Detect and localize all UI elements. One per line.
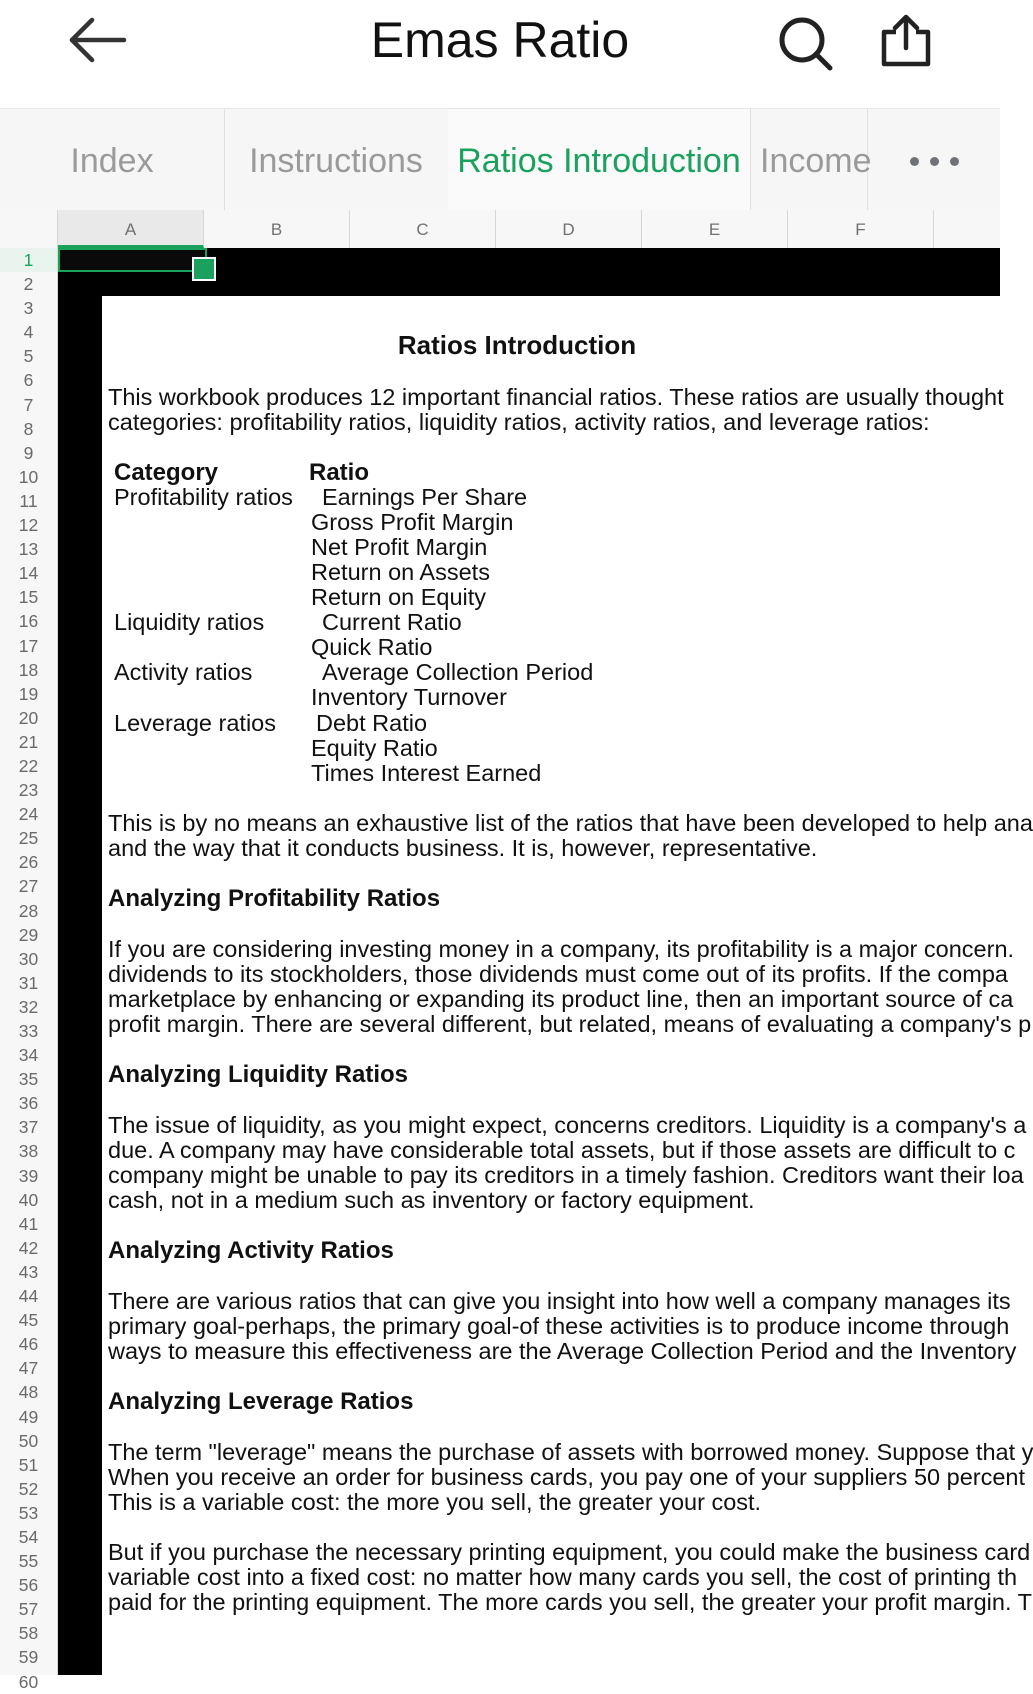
row-header-bar [0, 248, 58, 1692]
row-header-28[interactable]: 28 [18, 900, 39, 921]
column-header-b[interactable]: B [204, 210, 350, 248]
row-header-54[interactable]: 54 [18, 1526, 39, 1547]
column-header-f[interactable]: F [788, 210, 934, 248]
paragraph-line: primary goal-perhaps, the primary goal-of these activities is to produce income through [108, 1313, 1010, 1339]
ratio-item: Equity Ratio [311, 735, 438, 761]
share-button[interactable] [876, 10, 936, 70]
row-header-17[interactable]: 17 [18, 635, 39, 656]
row-header-39[interactable]: 39 [18, 1165, 39, 1186]
search-icon [774, 12, 838, 72]
tab-index[interactable]: Index [0, 109, 225, 211]
ratio-item: Quick Ratio [311, 634, 433, 660]
paragraph-line: The issue of liquidity, as you might expect, concerns creditors. Liquidity is a company's a [108, 1112, 1027, 1138]
row-header-42[interactable]: 42 [18, 1237, 39, 1258]
row-header-2[interactable]: 2 [23, 274, 34, 295]
row-header-16[interactable]: 16 [18, 611, 39, 632]
section-heading-profitability: Analyzing Profitability Ratios [108, 885, 441, 912]
row-header-25[interactable]: 25 [18, 828, 39, 849]
row-header-6[interactable]: 6 [23, 370, 34, 391]
row-header-43[interactable]: 43 [18, 1261, 39, 1282]
more-dot-icon [930, 157, 939, 166]
row-header-32[interactable]: 32 [18, 996, 39, 1017]
tab-income[interactable]: Income [750, 109, 868, 211]
tab-instructions[interactable]: Instructions [224, 109, 449, 211]
ratio-item: Net Profit Margin [311, 534, 488, 560]
category-liquidity: Liquidity ratios [114, 609, 265, 635]
row-header-29[interactable]: 29 [18, 924, 39, 945]
row-header-49[interactable]: 49 [18, 1406, 39, 1427]
row-header-23[interactable]: 23 [18, 780, 39, 801]
row-header-27[interactable]: 27 [18, 876, 39, 897]
row-header-50[interactable]: 50 [18, 1430, 39, 1451]
selected-cell-a1[interactable] [58, 248, 207, 272]
paragraph-line: ways to measure this effectiveness are the Average Collection Period and the Inventory [108, 1338, 1017, 1364]
row-header-60[interactable]: 60 [18, 1671, 39, 1692]
ratio-item: Current Ratio [322, 609, 462, 635]
row-header-33[interactable]: 33 [18, 1021, 39, 1041]
ratio-item: Average Collection Period [322, 659, 594, 685]
column-header-bar [0, 210, 1000, 249]
select-all-corner[interactable] [0, 210, 58, 248]
row-header-51[interactable]: 51 [18, 1454, 39, 1475]
share-icon [876, 10, 936, 70]
note-line: and the way that it conducts business. It is, however, representative. [108, 835, 818, 861]
ratio-item: Return on Assets [311, 559, 490, 585]
row-header-57[interactable]: 57 [18, 1599, 39, 1620]
row-header-4[interactable]: 4 [23, 322, 34, 343]
row-header-52[interactable]: 52 [18, 1478, 39, 1499]
ratio-item: Inventory Turnover [311, 684, 507, 710]
row-header-22[interactable]: 22 [18, 755, 39, 776]
paragraph-line: There are various ratios that can give you insight into how well a company manages its [108, 1288, 1011, 1314]
column-header-e[interactable]: E [642, 210, 788, 248]
text-box-content [102, 296, 1033, 1675]
more-dot-icon [910, 157, 919, 166]
row-header-5[interactable]: 5 [23, 346, 34, 367]
more-dot-icon [950, 157, 959, 166]
category-profitability: Profitability ratios [114, 484, 293, 510]
sheet-grid[interactable] [58, 248, 1033, 1675]
row-header-40[interactable]: 40 [18, 1189, 39, 1210]
row-header-20[interactable]: 20 [18, 707, 39, 728]
selection-drag-handle[interactable] [192, 257, 216, 281]
row-header-11[interactable]: 11 [19, 490, 38, 511]
search-button[interactable] [774, 12, 838, 72]
category-activity: Activity ratios [114, 659, 253, 685]
ratio-item: Earnings Per Share [322, 484, 528, 510]
paragraph-line: company might be unable to pay its creditors in a timely fashion. Creditors want their loa [108, 1162, 1024, 1188]
column-header-c[interactable]: C [350, 210, 496, 248]
row-header-58[interactable]: 58 [18, 1623, 39, 1644]
column-header-d[interactable]: D [496, 210, 642, 248]
ratio-item: Debt Ratio [316, 710, 428, 736]
row-header-35[interactable]: 35 [18, 1069, 39, 1090]
row-header-53[interactable]: 53 [18, 1502, 39, 1523]
paragraph-line: dividends to its stockholders, those dividends must come out of its profits. If the compa [108, 961, 1008, 987]
row-header-14[interactable]: 14 [18, 563, 39, 584]
row-header-7[interactable]: 7 [23, 394, 34, 415]
app-top-bar [0, 0, 1000, 108]
note-line: This is by no means an exhaustive list of the ratios that have been developed to help ana [108, 810, 1033, 836]
category-leverage: Leverage ratios [114, 710, 276, 736]
row-header-37[interactable]: 37 [18, 1117, 39, 1138]
row-header-56[interactable]: 56 [18, 1575, 39, 1596]
row-header-38[interactable]: 38 [18, 1141, 39, 1162]
row-header-18[interactable]: 18 [18, 659, 39, 680]
row-header-46[interactable]: 46 [18, 1334, 39, 1355]
row-header-48[interactable]: 48 [18, 1382, 39, 1403]
row-header-30[interactable]: 30 [18, 948, 39, 969]
row-header-9[interactable]: 9 [23, 442, 34, 463]
row-header-21[interactable]: 21 [18, 731, 39, 752]
paragraph-line: profit margin. There are several different, but related, means of evaluating a company's p [108, 1011, 1032, 1037]
paragraph-line: variable cost into a fixed cost: no matter how many cards you sell, the cost of printing th [108, 1564, 1018, 1590]
paragraph-line: If you are considering investing money in a company, its profitability is a major concern. [108, 936, 1015, 962]
row-header-15[interactable]: 15 [18, 587, 39, 608]
section-heading-leverage: Analyzing Leverage Ratios [108, 1388, 414, 1415]
row-header-3[interactable]: 3 [23, 298, 34, 319]
column-header-a[interactable]: A [58, 210, 204, 248]
back-button[interactable] [64, 10, 140, 70]
table-header-ratio: Ratio [309, 459, 369, 486]
row-header-36[interactable]: 36 [18, 1093, 39, 1114]
paragraph-line: due. A company may have considerable total assets, but if those assets are difficult to c [108, 1137, 1016, 1163]
paragraph-line: The term "leverage" means the purchase of assets with borrowed money. Suppose that y [108, 1439, 1033, 1465]
paragraph-line: When you receive an order for business cards, you pay one of your suppliers 50 percent [108, 1464, 1026, 1490]
row-header-31[interactable]: 31 [18, 972, 39, 993]
workbook-title: Emas Ratio [370, 12, 630, 68]
row-header-8[interactable]: 8 [23, 418, 34, 439]
row-header-47[interactable]: 47 [18, 1358, 39, 1379]
row-header-26[interactable]: 26 [18, 852, 39, 873]
ratio-item: Return on Equity [311, 584, 487, 610]
table-header-category: Category [114, 459, 219, 486]
section-heading-activity: Analyzing Activity Ratios [108, 1237, 394, 1264]
row-header-59[interactable]: 59 [18, 1647, 39, 1668]
section-heading-liquidity: Analyzing Liquidity Ratios [108, 1061, 409, 1088]
row-header-41[interactable]: 41 [18, 1213, 39, 1234]
row-header-10[interactable]: 10 [18, 466, 39, 487]
row-header-24[interactable]: 24 [18, 804, 39, 825]
tab-ratios-introduction[interactable]: Ratios Introduction [448, 109, 751, 211]
sheet-tab-bar [0, 108, 1000, 212]
row-header-55[interactable]: 55 [18, 1551, 39, 1572]
paragraph-line: cash, not in a medium such as inventory or factory equipment. [108, 1187, 755, 1213]
intro-line: This workbook produces 12 important financial ratios. These ratios are usually thought [108, 384, 1004, 410]
more-tabs-button[interactable] [868, 109, 1000, 211]
row-header-12[interactable]: 12 [18, 515, 39, 536]
paragraph-line: This is a variable cost: the more you sell, the greater your cost. [108, 1489, 762, 1515]
ratio-item: Gross Profit Margin [311, 509, 514, 535]
row-header-13[interactable]: 13 [18, 539, 39, 560]
paragraph-line: marketplace by enhancing or expanding its product line, then an important source of ca [108, 986, 1014, 1012]
row-header-19[interactable]: 19 [18, 683, 39, 704]
paragraph-line: But if you purchase the necessary printing equipment, you could make the business card [108, 1539, 1031, 1565]
intro-line: categories: profitability ratios, liquidity ratios, activity ratios, and leverage ratios: [108, 409, 930, 435]
sheet-heading: Ratios Introduction [397, 330, 637, 360]
row-header-44[interactable]: 44 [18, 1286, 39, 1307]
paragraph-line: paid for the printing equipment. The more cards you sell, the greater your profit margin. T [108, 1589, 1032, 1615]
row-header-34[interactable]: 34 [18, 1045, 39, 1066]
row-header-1[interactable]: 1 [0, 248, 57, 272]
row-header-45[interactable]: 45 [18, 1310, 39, 1331]
back-arrow-icon [64, 10, 140, 70]
ratio-item: Times Interest Earned [311, 760, 542, 786]
